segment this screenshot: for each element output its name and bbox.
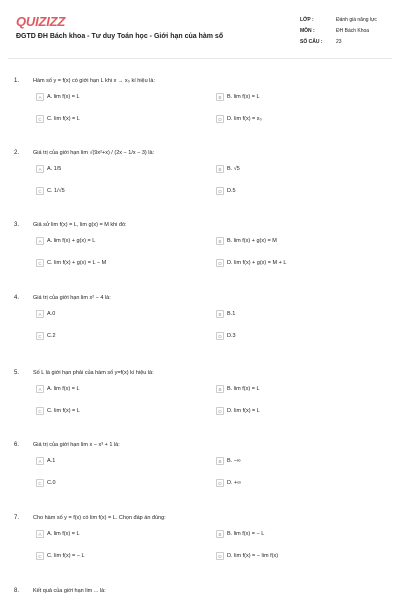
option-text: C. lim f(x) = L <box>47 116 80 122</box>
option-letter-box: C <box>36 187 44 195</box>
question-text: Kết quả của giới hạn lim ... là: <box>33 588 106 594</box>
question-text: Giá trị của giới hạn lim x − x³ + 1 là: <box>33 442 120 448</box>
option-text: D. lim f(x) + g(x) = M + L <box>227 260 287 266</box>
option-letter-box: B <box>216 385 224 393</box>
question-number: 3. <box>14 222 20 228</box>
option-text: A. 1/5 <box>47 166 62 172</box>
option-letter-box: D <box>216 479 224 487</box>
option-letter-box: A <box>36 530 44 538</box>
option-text: B. lim f(x) + g(x) = M <box>227 238 277 244</box>
option-text: A. lim f(x) = L <box>47 531 80 537</box>
option-text: A.1 <box>47 458 56 464</box>
option-letter-box: B <box>216 237 224 245</box>
answer-option-a[interactable] <box>36 530 80 538</box>
option-letter-box: B <box>216 457 224 465</box>
option-text: A. lim f(x) + g(x) = L <box>47 238 96 244</box>
question-text: Cho hàm số y = f(x) có lim f(x) = L. Chọn đáp án đúng: <box>33 515 166 521</box>
question-number: 1. <box>14 78 20 84</box>
option-text: C.2 <box>47 333 56 339</box>
option-letter-box: C <box>36 115 44 123</box>
option-text: D.5 <box>227 188 236 194</box>
answer-option-d[interactable] <box>216 259 286 267</box>
option-letter-box: B <box>216 310 224 318</box>
meta-value: ĐH Bách Khoa <box>336 27 370 34</box>
question-number: 5. <box>14 370 20 376</box>
worksheet-meta <box>300 14 394 47</box>
answer-option-c[interactable] <box>36 115 80 123</box>
meta-key: SỐ CÂU : <box>300 38 323 45</box>
answer-option-b[interactable] <box>216 237 277 245</box>
option-text: A. lim f(x) = L <box>47 386 80 392</box>
option-letter-box: A <box>36 237 44 245</box>
answer-option-c[interactable] <box>36 332 56 340</box>
option-text: A.0 <box>47 311 56 317</box>
option-letter-box: A <box>36 310 44 318</box>
question-number: 4. <box>14 295 20 301</box>
answer-option-d[interactable] <box>216 187 236 195</box>
option-letter-box: D <box>216 187 224 195</box>
meta-key: LỚP : <box>300 16 314 23</box>
option-letter-box: B <box>216 93 224 101</box>
meta-row-class <box>300 14 394 25</box>
option-letter-box: B <box>216 530 224 538</box>
worksheet-title: ĐGTD ĐH Bách khoa - Tư duy Toán học - Giới hạn của hàm số <box>16 33 224 40</box>
option-text: B. lim f(x) = L <box>227 94 260 100</box>
answer-option-a[interactable] <box>36 93 80 101</box>
question-text: Số L là giới hạn phải của hàm số y=f(x) kí hiệu là: <box>33 370 154 376</box>
option-letter-box: A <box>36 165 44 173</box>
option-text: A. lim f(x) = L <box>47 94 80 100</box>
question-text: Giá trị của giới hạn lim √(9x²+x) / (2x − 1/x − 3) là: <box>33 150 155 156</box>
option-text: B. −∞ <box>227 458 241 464</box>
option-letter-box: A <box>36 93 44 101</box>
answer-option-b[interactable] <box>216 385 260 393</box>
answer-option-a[interactable] <box>36 165 61 173</box>
answer-option-d[interactable] <box>216 332 236 340</box>
option-text: B. lim f(x) = − L <box>227 531 265 537</box>
option-text: D. +∞ <box>227 480 242 486</box>
answer-option-b[interactable] <box>216 93 260 101</box>
answer-option-a[interactable] <box>36 457 55 465</box>
answer-option-d[interactable] <box>216 115 262 123</box>
answer-option-c[interactable] <box>36 552 85 560</box>
meta-row-count <box>300 36 394 47</box>
option-text: C.0 <box>47 480 56 486</box>
meta-value: 23 <box>336 38 342 45</box>
option-letter-box: C <box>36 259 44 267</box>
answer-option-c[interactable] <box>36 187 65 195</box>
option-text: C. lim f(x) + g(x) = L − M <box>47 260 107 266</box>
option-letter-box: D <box>216 259 224 267</box>
option-letter-box: D <box>216 332 224 340</box>
quizizz-logo: QUIZIZZ <box>16 14 66 29</box>
option-letter-box: C <box>36 332 44 340</box>
option-text: D. lim f(x) = − lim f(x) <box>227 553 279 559</box>
answer-option-a[interactable] <box>36 385 80 393</box>
answer-option-d[interactable] <box>216 552 278 560</box>
question-text: Hàm số y = f(x) có giới hạn L khi x → x₀ kí hiệu là: <box>33 78 155 84</box>
header-divider <box>8 58 392 59</box>
answer-option-b[interactable] <box>216 310 235 318</box>
option-text: D.3 <box>227 333 236 339</box>
answer-option-d[interactable] <box>216 407 260 415</box>
option-letter-box: C <box>36 479 44 487</box>
option-text: D. lim f(x) = L <box>227 408 260 414</box>
option-letter-box: A <box>36 385 44 393</box>
answer-option-b[interactable] <box>216 165 240 173</box>
question-number: 7. <box>14 515 20 521</box>
question-number: 2. <box>14 150 20 156</box>
answer-option-a[interactable] <box>36 237 95 245</box>
meta-value: Đánh giá năng lực <box>336 16 377 23</box>
answer-option-c[interactable] <box>36 479 56 487</box>
option-letter-box: D <box>216 407 224 415</box>
meta-key: MÔN : <box>300 27 315 34</box>
option-text: C. lim f(x) = L <box>47 408 80 414</box>
option-letter-box: D <box>216 115 224 123</box>
question-number: 8. <box>14 588 20 594</box>
answer-option-a[interactable] <box>36 310 55 318</box>
answer-option-c[interactable] <box>36 407 80 415</box>
option-text: B. lim f(x) = L <box>227 386 260 392</box>
option-letter-box: C <box>36 552 44 560</box>
answer-option-d[interactable] <box>216 479 241 487</box>
option-letter-box: D <box>216 552 224 560</box>
question-text: Giả sử lim f(x) = L, lim g(x) = M khi đó: <box>33 222 127 228</box>
option-text: B.1 <box>227 311 236 317</box>
option-text: B. √5 <box>227 166 240 172</box>
answer-option-b[interactable] <box>216 457 241 465</box>
option-text: C. 1/√5 <box>47 188 65 194</box>
question-number: 6. <box>14 442 20 448</box>
question-text: Giá trị của giới hạn lim x² − 4 là: <box>33 295 111 301</box>
option-letter-box: C <box>36 407 44 415</box>
option-text: C. lim f(x) = − L <box>47 553 85 559</box>
option-letter-box: B <box>216 165 224 173</box>
answer-option-b[interactable] <box>216 530 264 538</box>
meta-row-subject <box>300 25 394 36</box>
answer-option-c[interactable] <box>36 259 106 267</box>
option-letter-box: A <box>36 457 44 465</box>
option-text: D. lim f(x) = x₀ <box>227 116 262 122</box>
